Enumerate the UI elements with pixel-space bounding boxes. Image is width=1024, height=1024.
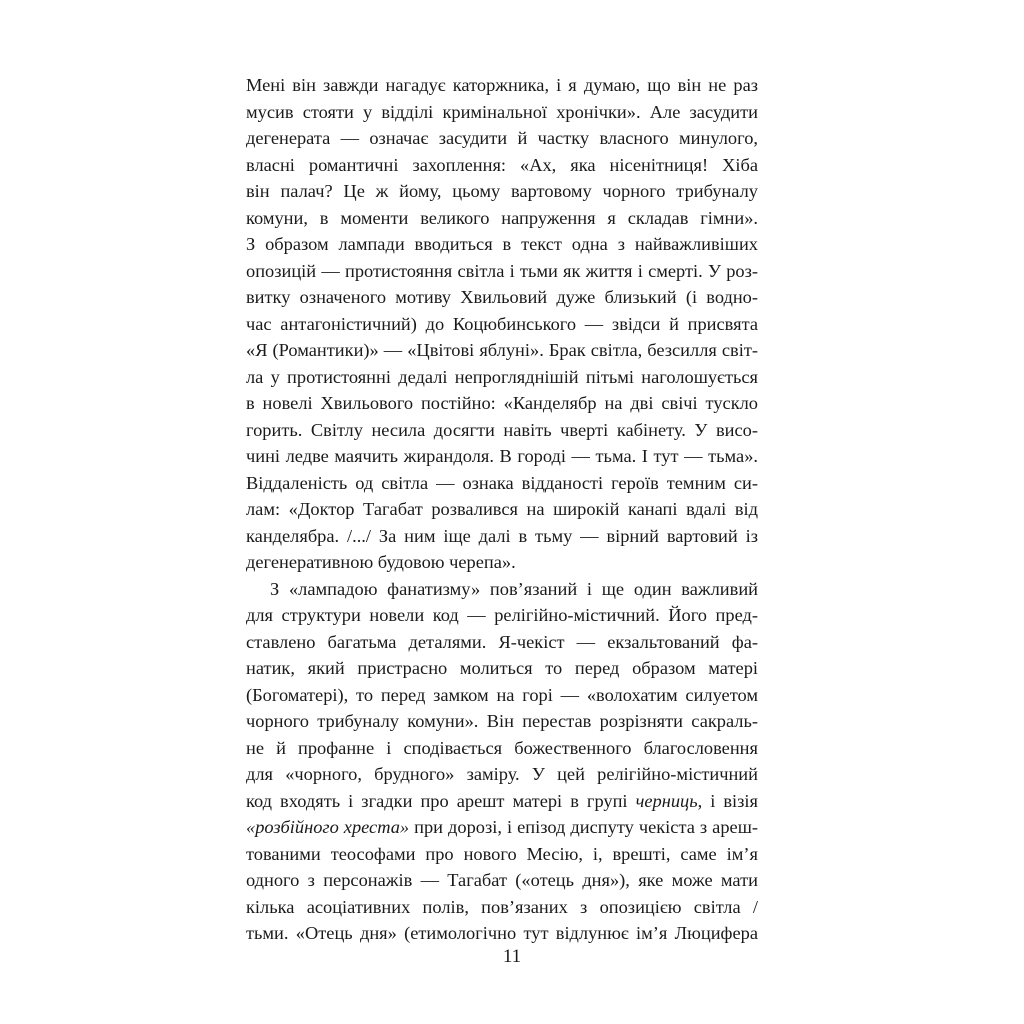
- text-line: натик, який пристрасно молиться то перед образом матері: [246, 658, 758, 678]
- text-line: [246, 788, 758, 815]
- body-text: [246, 72, 758, 947]
- text-line: в новелі Хвильового постійно: «Канделябр на дві свічі тускло: [246, 393, 758, 413]
- text-line: З «лампадою фанатизму» пов’язаний і ще один важливий: [270, 578, 758, 599]
- text-line: дегенерата — означає засудити й частку власного минулого,: [246, 128, 758, 148]
- text-line: горить. Світлу несила досягти навіть чверті кабінету. У висо-: [246, 419, 758, 440]
- italic-text: «розбійного хреста»: [246, 817, 410, 837]
- page-number: 11: [502, 946, 522, 967]
- text-line: для структури новели код — релігійно-містичний. Його пред-: [246, 605, 758, 625]
- text-line: Мені він завжди нагадує каторжника, і я думаю, що він не раз: [246, 75, 758, 95]
- text-run: код входять і згадки про арешт матері в групі: [246, 790, 636, 811]
- text-line: канделябра. /.../ За ним іще далі в тьму — вірний вартовий із: [246, 525, 758, 546]
- text-line: дегенеративною будовою черепа».: [246, 552, 516, 572]
- text-line: З образом лампади вводиться в текст одна з найважливіших: [246, 234, 758, 254]
- text-line: мусив стояти у відділі кримінальної хронічки». Але засудити: [246, 101, 758, 122]
- text-line: ла у протистоянні дедалі непрогляднішій пітьмі наголошується: [246, 366, 758, 387]
- text-run: , і візія: [697, 790, 758, 811]
- text-line: (Богоматері), то перед замком на горі — «волохатим силуетом: [246, 684, 758, 705]
- text-line: одного з персонажів — Тагабат («отець дня»), яке може мати: [246, 870, 758, 890]
- paragraph: [246, 72, 758, 576]
- italic-text: черниць: [635, 790, 698, 811]
- text-line: чорного трибуналу комуни». Він перестав розрізняти сакраль-: [246, 711, 758, 731]
- text-line: Віддаленість од світла — ознака відданості героїв темним си-: [246, 472, 758, 493]
- text-line: «Я (Романтики)» — «Цвітові яблуні». Брак світла, безсилля світ-: [246, 340, 758, 360]
- text-line: власні романтичні захоплення: «Ах, яка нісенітниця! Хіба: [246, 154, 758, 175]
- text-line: комуни, в моменти великого напруження я складав гімни».: [246, 207, 758, 228]
- text-line: лам: «Доктор Тагабат розвалився на широкій канапі вдалі від: [246, 499, 758, 519]
- text-line: для «чорного, брудного» заміру. У цей релігійно-містичний: [246, 764, 758, 784]
- text-run: при дорозі, і епізод диспуту чекіста з ареш-: [409, 817, 758, 837]
- text-line: кілька асоціативних полів, пов’язаних з опозицією світла /: [246, 896, 758, 917]
- text-line: час антагоністичний) до Коцюбинського — звідси й присвята: [246, 313, 758, 334]
- text-line: витку означеного мотиву Хвильовий дуже близький (і водно-: [246, 287, 758, 307]
- text-line: не й профанне і сподівається божественного благословення: [246, 737, 758, 758]
- text-line: чині ледве маячить жирандоля. В городі — тьма. І тут — тьма».: [246, 446, 758, 466]
- text-line: ставлено багатьма деталями. Я-чекіст — екзальтований фа-: [246, 631, 758, 652]
- paragraph: [246, 576, 758, 947]
- text-line: тьми. «Отець дня» (етимологічно тут відлунює ім’я Люцифера: [246, 923, 758, 943]
- text-line: він палач? Це ж йому, цьому вартовому чорного трибуналу: [246, 181, 758, 201]
- text-line: [246, 814, 758, 841]
- text-line: опозицій — протистояння світла і тьми як життя і смерті. У роз-: [246, 260, 758, 281]
- text-line: тованими теософами про нового Месію, і, врешті, саме ім’я: [246, 843, 758, 864]
